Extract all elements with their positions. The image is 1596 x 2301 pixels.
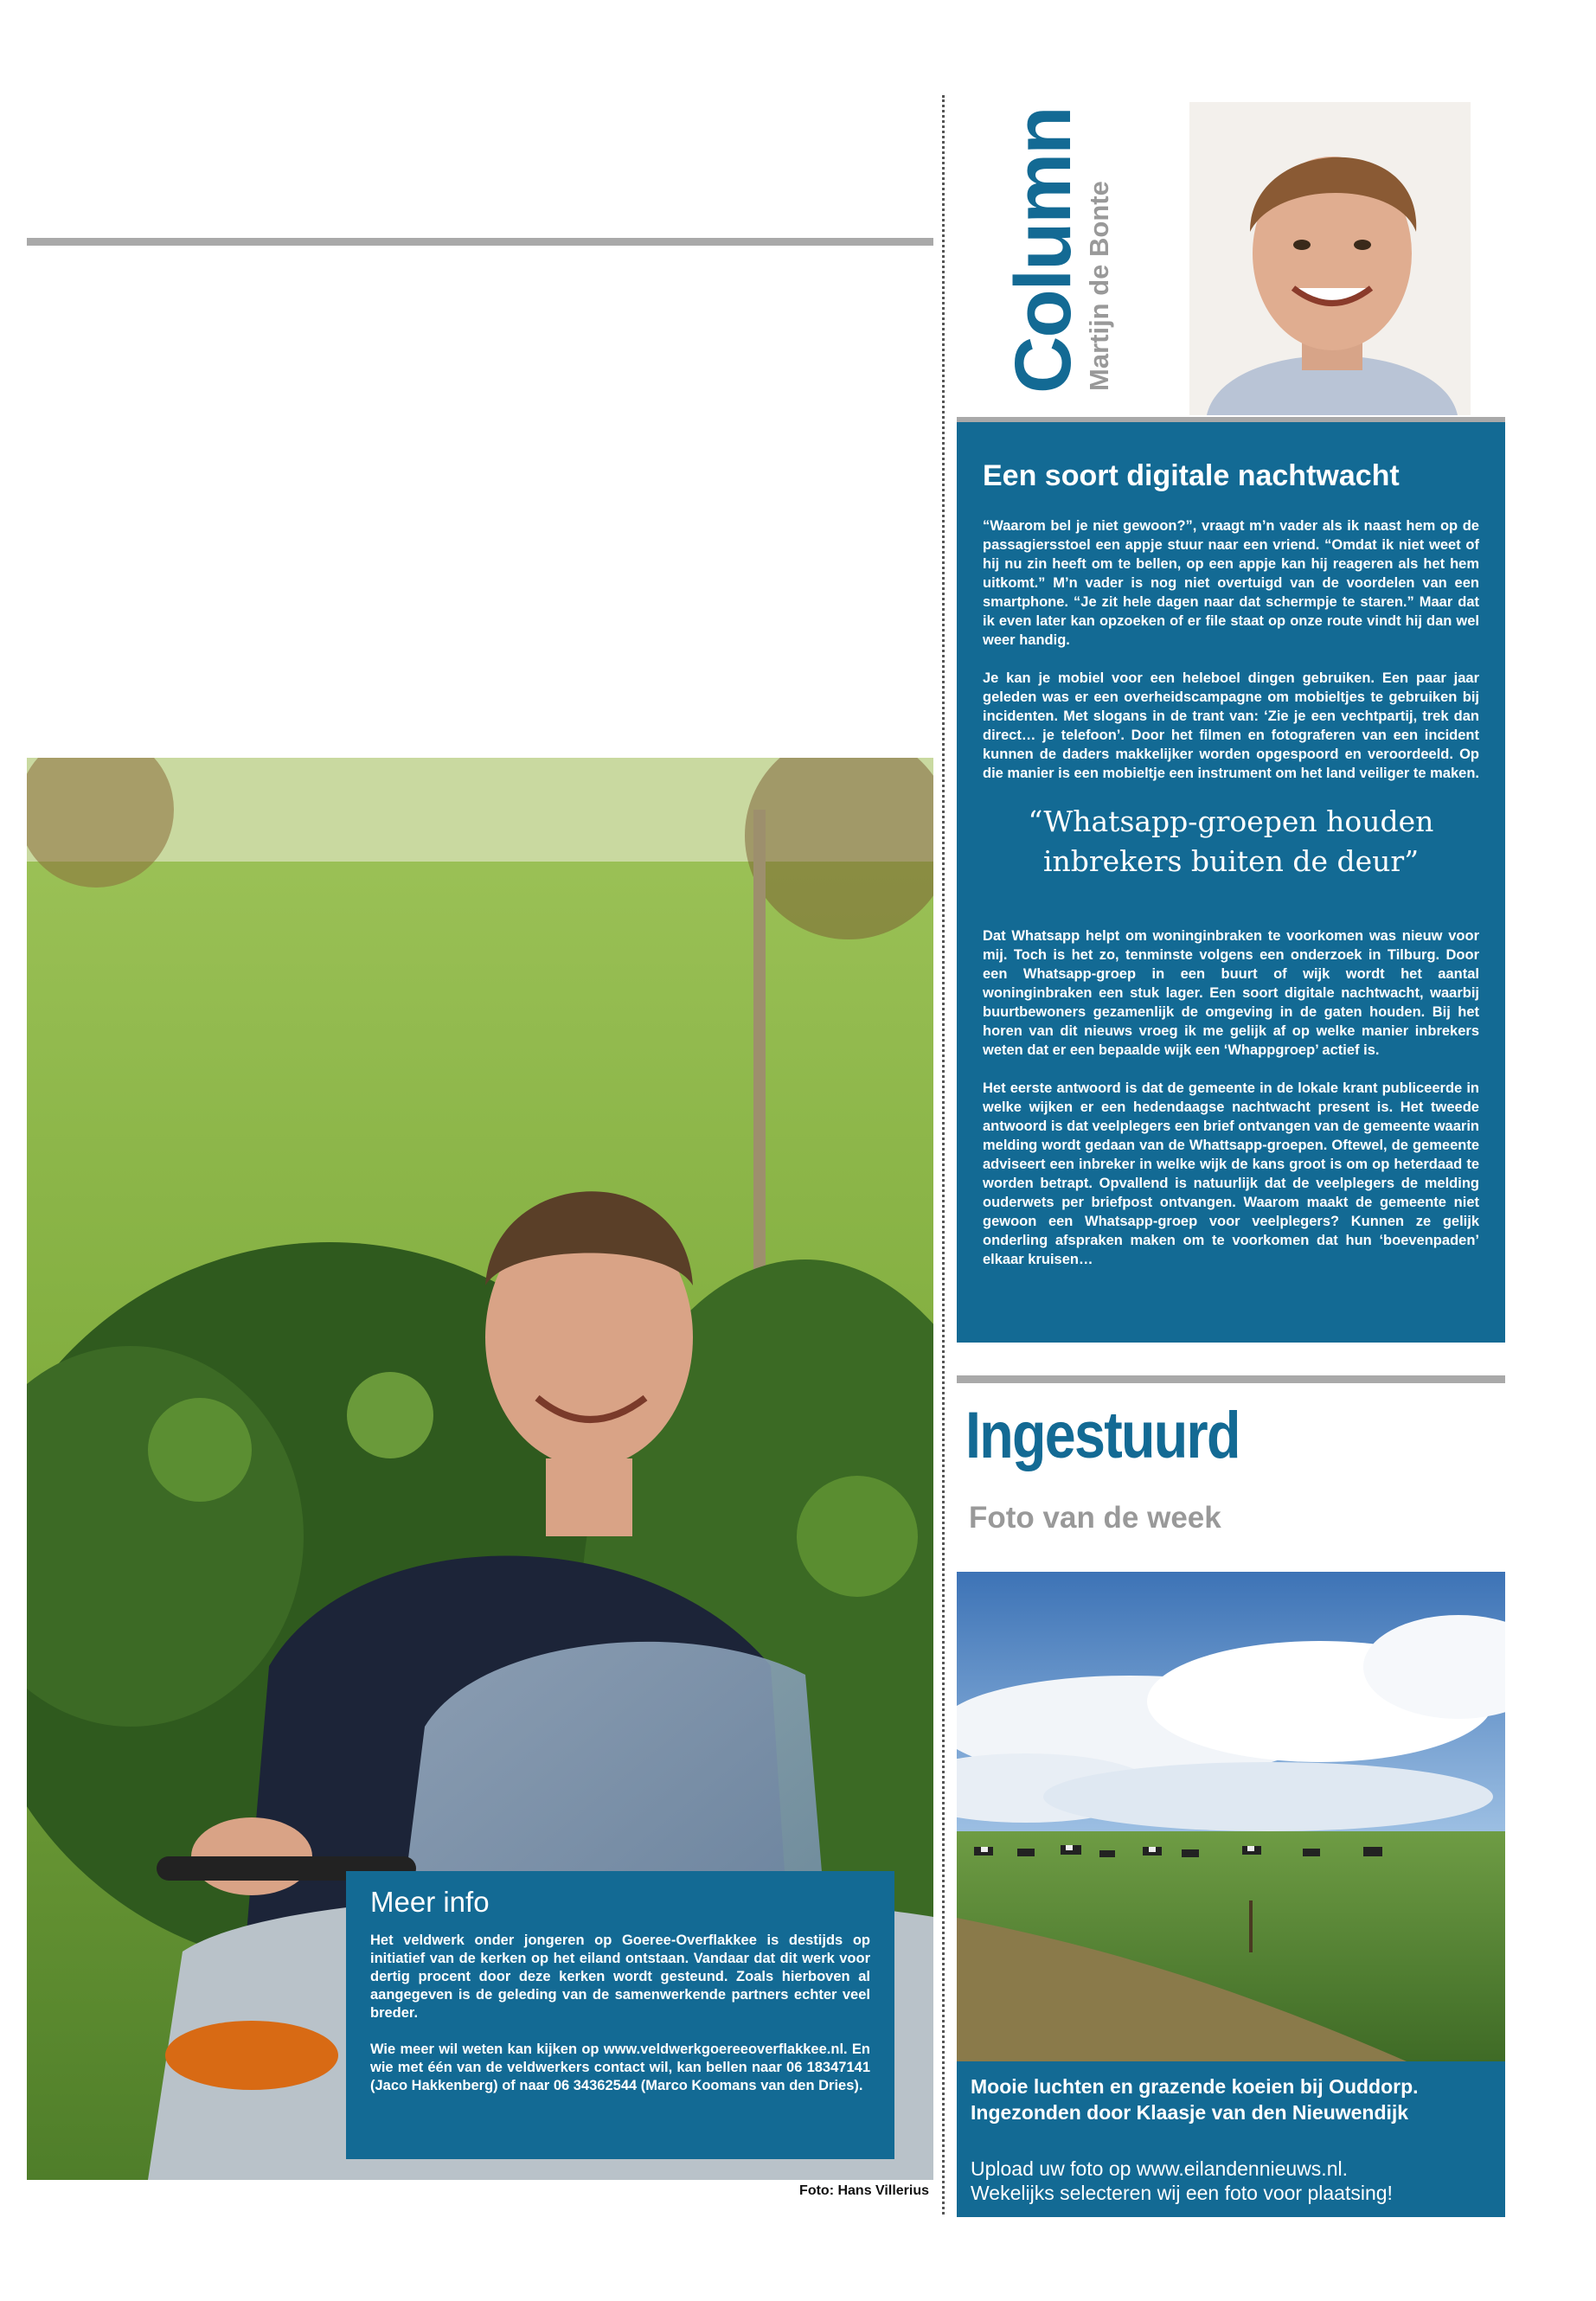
author-portrait (1189, 102, 1471, 415)
upload-instruction: Upload uw foto op www.eilandennieuws.nl. (971, 2157, 1348, 2180)
meer-info-paragraph: Wie meer wil weten kan kijken op www.veldwerkgoereeoverflakkee.nl. En wie met één van de veldwerkers contact wil, kan bellen naar 06 18347141 (Jaco Hakkenberg) of naar 06 34362544 (Marco Koomans van den Dries). (370, 2041, 870, 2094)
meer-info-paragraph: Het veldwerk onder jongeren op Goeree-Overflakkee is destijds op initiatief van de kerken op het eiland ontstaan. Vandaar dat dit werk voor dertig procent door deze kerken wordt gesteund. Zoals hierboven al aangegeven is de geleding van de samenwerkende partners echter veel breder. (370, 1932, 870, 2022)
top-rule (27, 238, 933, 246)
photo-caption-line: Ingezonden door Klaasje van den Nieuwendijk (971, 2101, 1409, 2124)
column-divider (942, 95, 945, 2214)
photo-caption-line: Mooie luchten en grazende koeien bij Ouddorp. (971, 2075, 1419, 2098)
photo-caption-box (957, 2061, 1505, 2217)
meer-info-box (346, 1871, 894, 2159)
ingestuurd-title: Ingestuurd (965, 1399, 1240, 1472)
pull-quote: “Whatsapp-groepen houden inbrekers buiten de deur” (1028, 804, 1434, 879)
column-title: Een soort digitale nachtwacht (983, 459, 1400, 492)
column-label: Column (999, 107, 1087, 394)
column-paragraph: “Waarom bel je niet gewoon?”, vraagt m’n vader als ik naast hem op de passagiersstoel een appje stuur naar een vriend. “Omdat ik niet weet of hij nu zin heeft om te bellen, op een appje kan hij reageren als het hem uitkomt.” M’n vader is nog niet overtuigd van de voordelen van een smartphone. “Je zit hele dagen naar dat schermpje te staren.” Maar dat ik even later kan opzoeken of er file staat op onze route vindt hij dan wel weer handig. (983, 518, 1479, 649)
ingestuurd-subtitle: Foto van de week (969, 1501, 1221, 1535)
photo-of-the-week (957, 1572, 1505, 2061)
column-author: Martijn de Bonte (1084, 181, 1114, 391)
photo-credit: Foto: Hans Villerius (799, 2183, 929, 2198)
upload-instruction: Wekelijks selecteren wij een foto voor plaatsing! (971, 2182, 1393, 2204)
column-article (957, 417, 1505, 1343)
ingestuurd-rule (957, 1375, 1505, 1383)
column-paragraph: Het eerste antwoord is dat de gemeente in de lokale krant publiceerde in welke wijken er een hedendaagse nachtwacht present is. Het tweede antwoord is dat veelplegers een brief ontvangen van de gemeente waarin melding wordt gedaan van de Whattsapp-groepen. Oftewel, de gemeente adviseert een inbreker in welke wijk de kans groot is om op heterdaad te worden betrapt. Opvallend is natuurlijk dat de veelplegers de melding ouderwets per briefpost ontvangen. Waarom maakt de gemeente niet gewoon een Whatsapp-groep voor veelplegers? Kunnen ze gelijk onderling afspraken maken om te voorkomen dat hun ‘boevenpaden’ elkaar kruisen… (983, 1080, 1479, 1268)
column-paragraph: Je kan je mobiel voor een heleboel dingen gebruiken. Een paar jaar geleden was er een overheidscampagne om mobieltjes te gebruiken bij incidenten. Met slogans in de trant van: ‘Zie je een vechtpartij, trek dan direct… je telefoon’. Door het filmen en fotograferen van een incident kunnen de daders makkelijker worden opgespoord en veroordeeld. Op die manier is een mobieltje een instrument om het land veiliger te maken. (983, 670, 1480, 782)
column-paragraph: Dat Whatsapp helpt om woninginbraken te voorkomen was nieuw voor mij. Toch is het zo, tenminste volgens een onderzoek in Tilburg. Door een Whatsapp-groep in een buurt of wijk wordt het aantal woninginbraken een stuk lager. Een soort digitale nachtwacht, waarbij buurtbewoners gezamenlijk de omgeving in de gaten houden. Bij het horen van dit nieuws vroeg ik me gelijk af op welke manier inbrekers weten dat er een bepaalde wijk een ‘Whappgroep’ actief is. (983, 928, 1479, 1059)
meer-info-title: Meer info (370, 1886, 490, 1918)
